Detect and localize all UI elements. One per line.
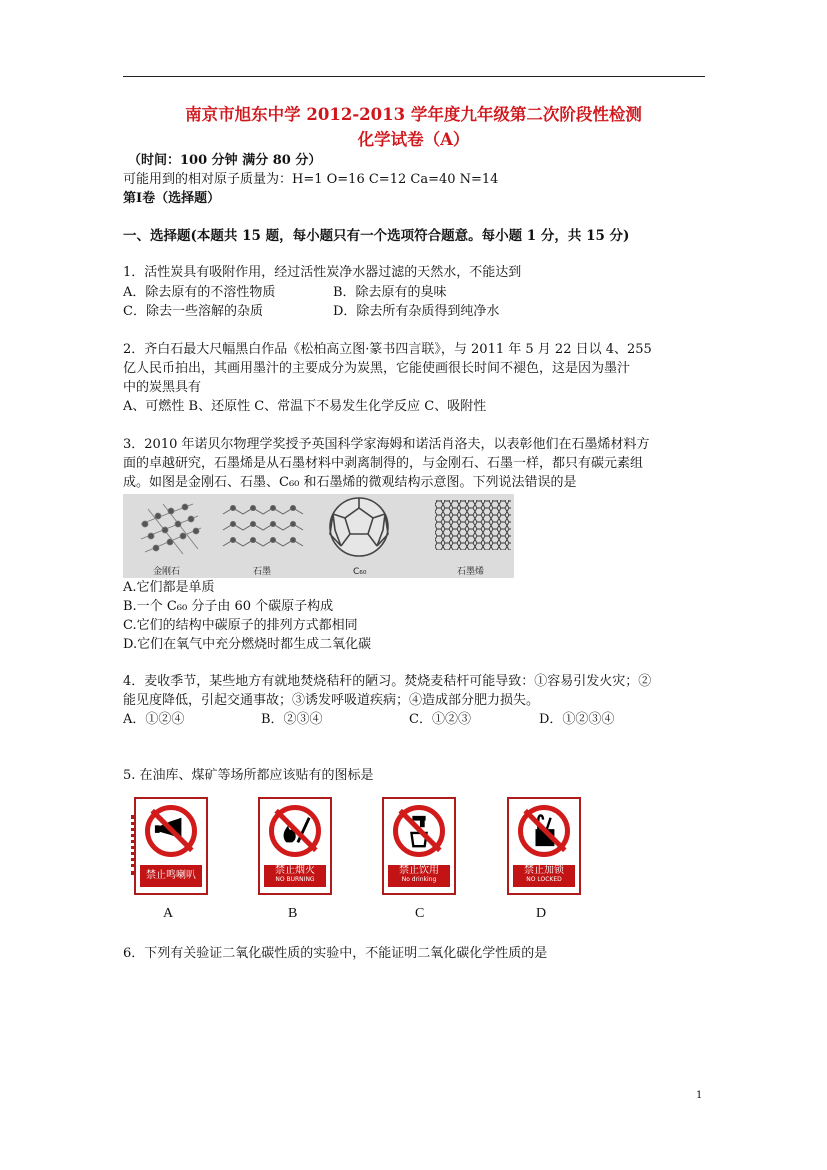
fig-label-graphite: 石墨 bbox=[253, 567, 272, 577]
q4-line2: 能见度降低，引起交通事故；③诱发呼吸道疾病；④造成部分肥力损失。 bbox=[123, 693, 540, 708]
q3-option-c: C.它们的结构中碳原子的排列方式都相同 bbox=[123, 618, 358, 633]
c60-structure-icon bbox=[330, 498, 388, 556]
q1-option-a: A．除去原有的不溶性物质 bbox=[123, 285, 276, 300]
sign-a-letter: A bbox=[163, 906, 174, 921]
q4-line1: 4．麦收季节，某些地方有就地焚烧秸秆的陋习。焚烧麦秸杆可能导致：①容易引发火灾；② bbox=[123, 674, 652, 689]
carbon-structures-figure bbox=[123, 494, 514, 578]
graphite-structure-icon bbox=[223, 506, 303, 547]
sign-d-caption: 禁止加锁 bbox=[524, 865, 564, 876]
q3-option-d: D.它们在氧气中充分燃烧时都生成二氧化碳 bbox=[123, 637, 372, 652]
q3-option-b: B.一个 C₆₀ 分子由 60 个碳原子构成 bbox=[123, 599, 334, 614]
fig-label-graphene: 石墨烯 bbox=[457, 567, 485, 577]
q2-options: A、可燃性 B、还原性 C、常温下不易发生化学反应 C、吸附性 bbox=[123, 399, 487, 414]
exam-title: 南京市旭东中学 2012-2013 学年度九年级第二次阶段性检测 bbox=[185, 105, 642, 124]
q2-line1: 2．齐白石最大尺幅黑白作品《松柏高立图·篆书四言联》，与 2011 年 5 月 22 日以 4、255 bbox=[123, 342, 652, 357]
q3-line3: 成。如图是金刚石、石墨、C₆₀ 和石墨烯的微观结构示意图。下列说法错误的是 bbox=[123, 475, 577, 490]
q3-option-a: A.它们都是单质 bbox=[123, 580, 215, 595]
sign-d-letter: D bbox=[536, 906, 547, 921]
exam-subtitle: 化学试卷（A） bbox=[357, 130, 470, 149]
q6-stem: 6．下列有关验证二氧化碳性质的实验中，不能证明二氧化碳化学性质的是 bbox=[123, 946, 548, 961]
sign-c-caption-en: No drinking bbox=[401, 876, 437, 883]
q1-option-d: D．除去所有杂质得到纯净水 bbox=[333, 304, 500, 319]
sign-a-no-horn bbox=[134, 797, 208, 895]
sign-b-caption: 禁止烟火 bbox=[275, 865, 315, 876]
sign-b-no-burning bbox=[258, 797, 332, 895]
fig-label-c60: C₆₀ bbox=[353, 567, 367, 577]
part1-heading: 一、选择题(本题共 15 题，每小题只有一个选项符合题意。每小题 1 分，共 15 分) bbox=[123, 228, 630, 244]
q3-line1: 3．2010 年诺贝尔物理学奖授予英国科学家海姆和诺活肖洛夫，以表彰他们在石墨烯材料方 bbox=[123, 437, 650, 452]
sign-b-letter: B bbox=[288, 906, 298, 921]
q1-option-c: C．除去一些溶解的杂质 bbox=[123, 304, 263, 319]
q2-line3: 中的炭黑具有 bbox=[123, 380, 202, 395]
q5-stem: 5. 在油库、煤矿等场所都应该贴有的图标是 bbox=[123, 768, 374, 783]
page-number: 1 bbox=[696, 1090, 703, 1101]
atomic-mass-info: 可能用到的相对原子质量为：H=1 O=16 C=12 Ca=40 N=14 bbox=[123, 172, 499, 187]
q1-stem: 1．活性炭具有吸附作用，经过活性炭净水器过滤的天然水，不能达到 bbox=[123, 265, 522, 280]
sign-c-letter: C bbox=[415, 906, 425, 921]
sign-b-caption-en: NO BURNING bbox=[275, 876, 315, 883]
q2-line2: 亿人民币拍出，其画用墨汁的主要成分为炭黑，它能使画很长时间不褪色，这是因为墨汁 bbox=[123, 361, 631, 376]
sign-d-no-locked bbox=[507, 797, 581, 895]
sign-d-caption-en: NO LOCKED bbox=[526, 876, 562, 883]
sign-a-caption: 禁止鸣喇叭 bbox=[146, 870, 196, 881]
sign-c-no-drinking bbox=[382, 797, 456, 895]
fig-label-diamond: 金刚石 bbox=[153, 567, 181, 577]
carbon-structures-svg bbox=[123, 494, 514, 578]
diamond-structure-icon bbox=[141, 504, 201, 554]
q4-option-d: D．①②③④ bbox=[539, 712, 615, 727]
sign-c-caption: 禁止饮用 bbox=[399, 865, 439, 876]
graphene-structure-icon bbox=[435, 500, 511, 550]
q4-option-a: A．①②④ bbox=[123, 712, 185, 727]
q1-option-b: B．除去原有的臭味 bbox=[333, 285, 447, 300]
header-rule bbox=[123, 76, 705, 77]
q3-line2: 面的卓越研究，石墨烯是从石墨材料中剥离制得的，与金刚石、石墨一样，都只有碳元素组 bbox=[123, 456, 644, 471]
time-info: （时间：100 分钟 满分 80 分） bbox=[128, 153, 322, 168]
q4-option-c: C．①②③ bbox=[409, 712, 471, 727]
q4-option-b: B．②③④ bbox=[261, 712, 323, 727]
section-heading: 第Ⅰ卷（选择题） bbox=[123, 191, 221, 206]
